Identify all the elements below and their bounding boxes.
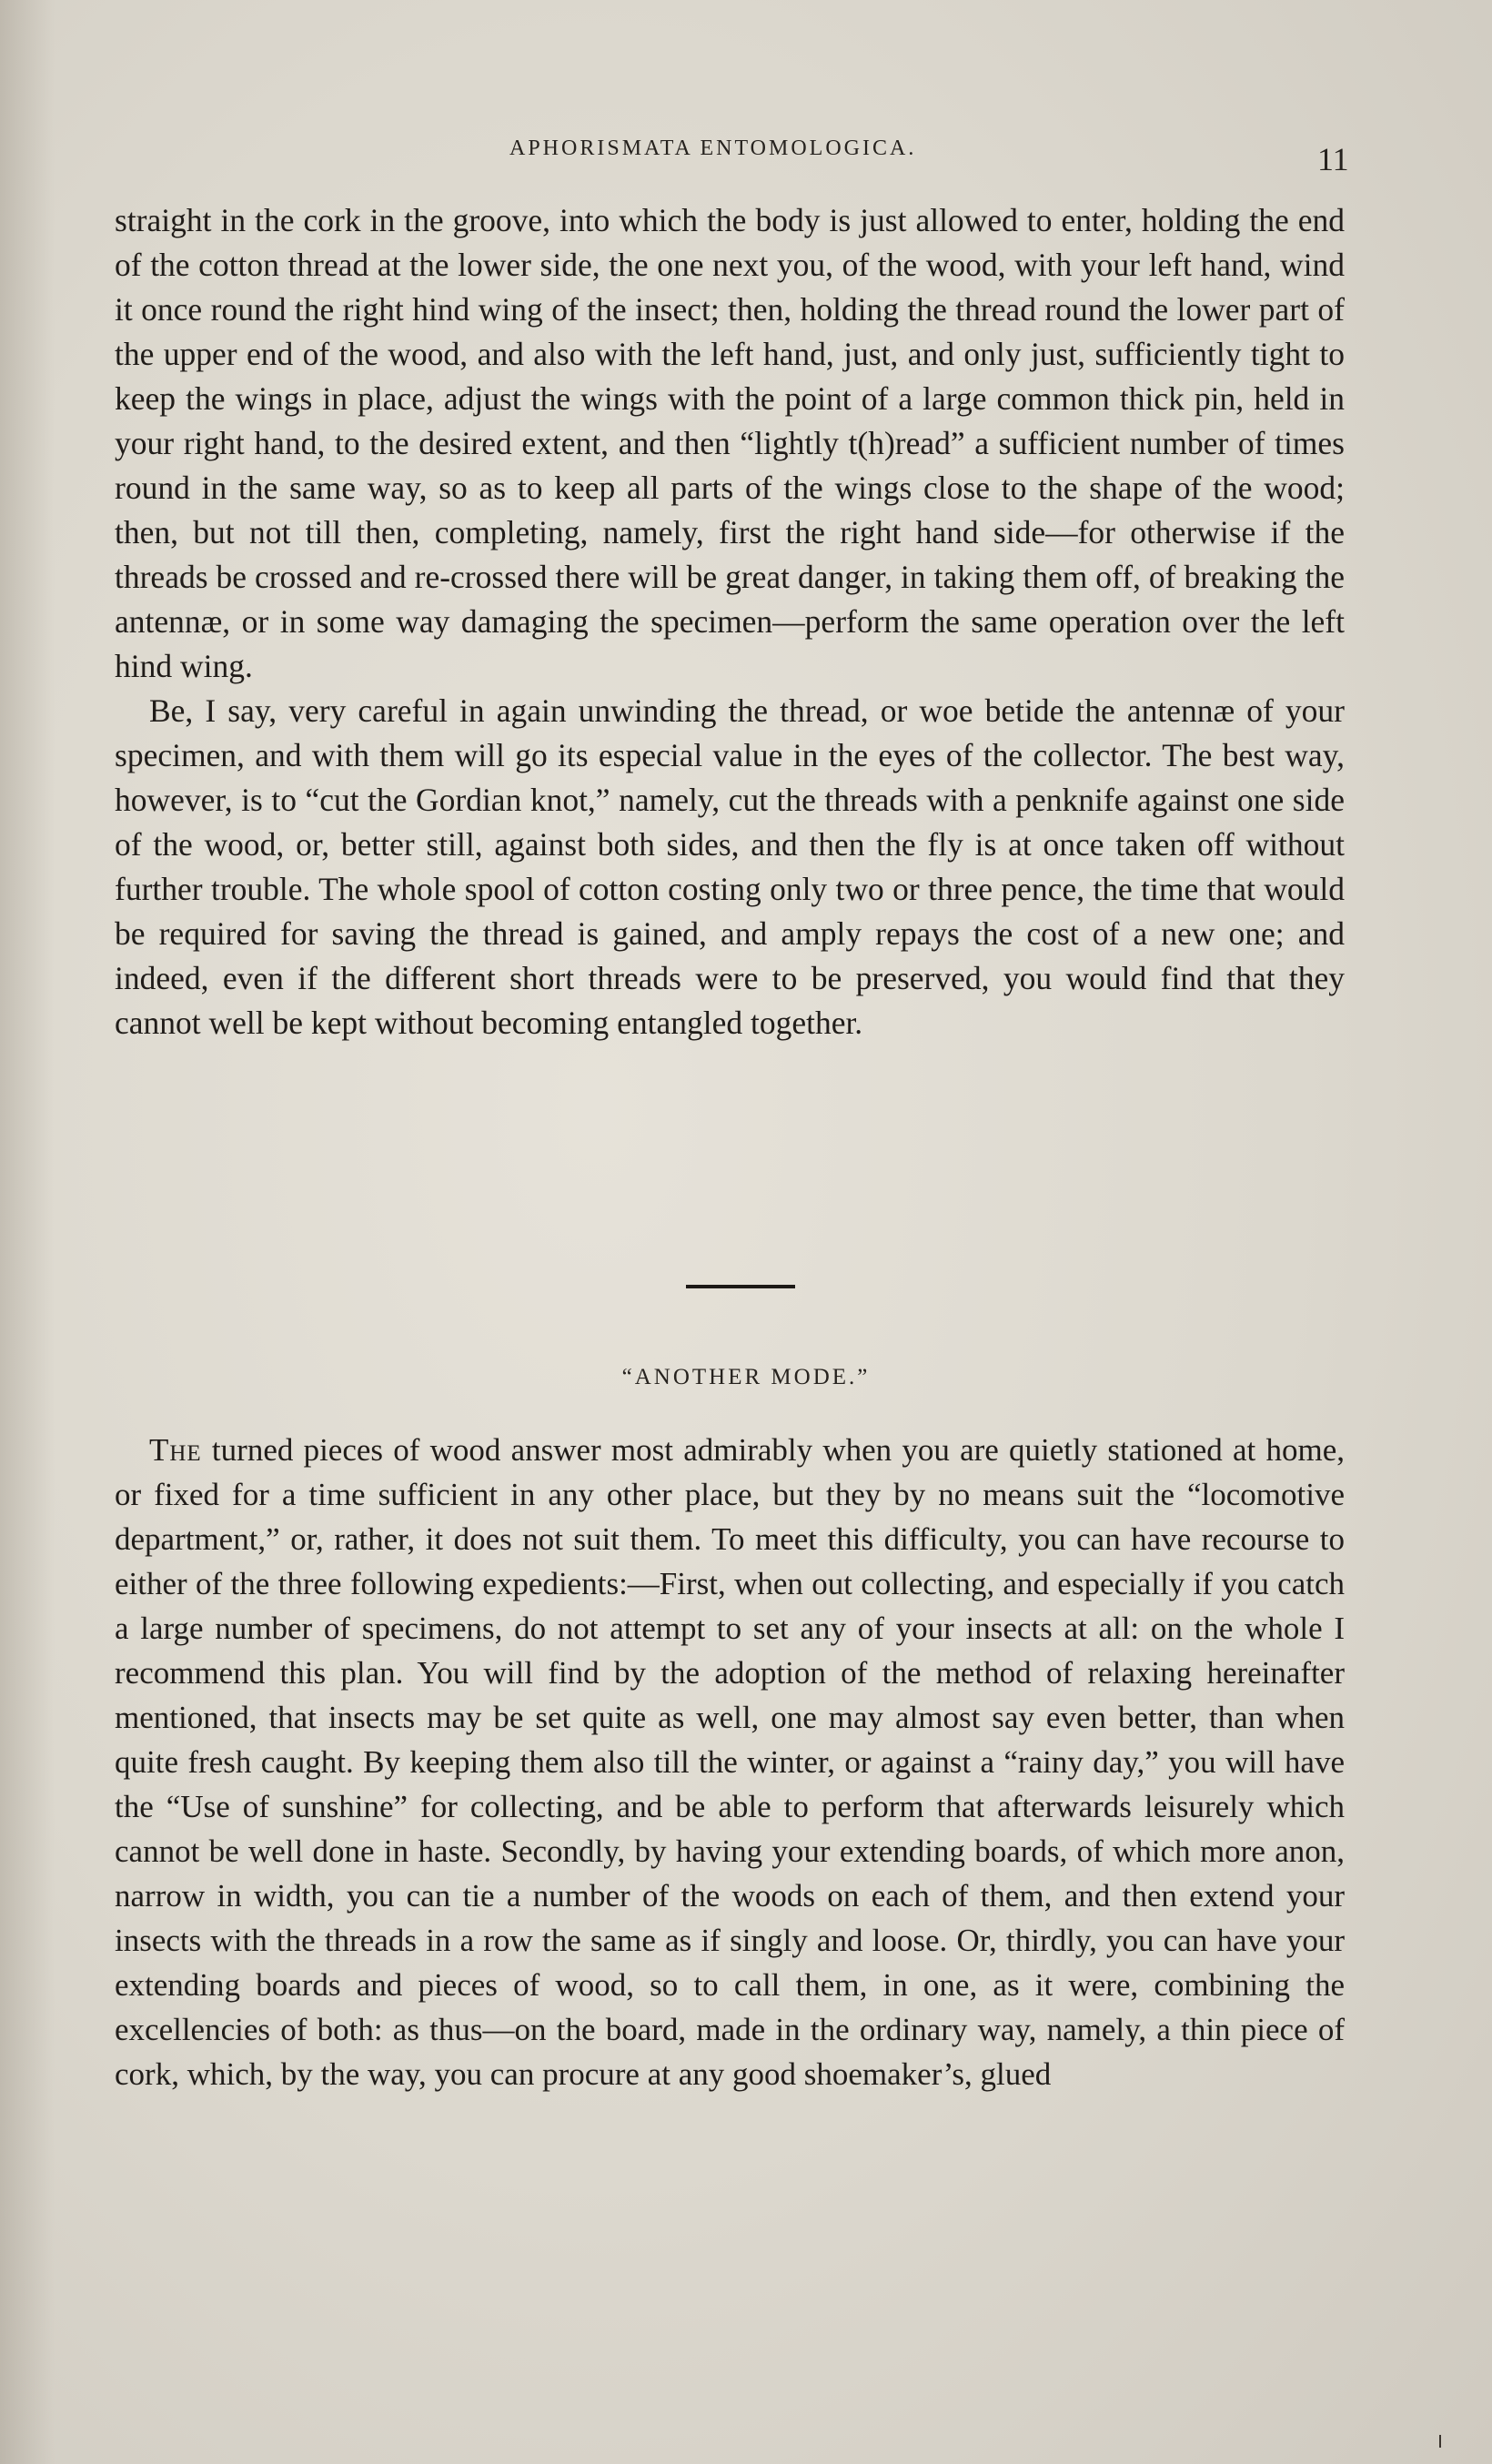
section-text-block <box>115 1428 1345 2096</box>
section-heading: “ANOTHER MODE.” <box>621 1365 871 1389</box>
section-paragraph <box>115 1428 1345 2096</box>
page-gutter-shadow <box>0 0 55 2464</box>
top-text-block <box>115 198 1345 1045</box>
section-body-text: turned pieces of wood answer most admirably when you are quietly stationed at home, or fixed for a time sufficient in any other place, but they by no means suit the “locomotive department,” or, rather, it does not suit them. To meet this difficulty, you can have recourse to either of the three following expedients:—First, when out collecting, and especially if you catch a large number of specimens, do not attempt to set any of your insects at all: on the whole I recommend this plan. You will find by the adoption of the method of relaxing hereinafter mentioned, that insects may be set quite as well, one may almost say even better, than when quite fresh caught. By keeping them also till the winter, or against a “rainy day,” you will have the “Use of sunshine” for collecting, and be able to perform that afterwards leisurely which cannot be well done in haste. Secondly, by having your extending boards, of which more anon, narrow in width, you can tie a number of the woods on each of them, and then extend your insects with the threads in a row the same as if singly and loose. Or, thirdly, you can have your extending boards and pieces of wood, so to call them, in one, as it were, combining the excellencies of both: as thus—on the board, made in the ordinary way, namely, a thin piece of cork, which, by the way, you can procure at any good shoemaker’s, glued <box>115 1432 1345 2092</box>
continued-paragraph: straight in the cork in the groove, into which the body is just allowed to enter, holding the end of the cotton thread at the lower side, the one next you, of the wood, with your left hand, wind it once round the right hind wing of the insect; then, holding the thread round the lower part of the upper end of the wood, and also with the left hand, just, and only just, sufficiently tight to keep the wings in place, adjust the wings with the point of a large common thick pin, held in your right hand, to the desired extent, and then “lightly t(h)read” a sufficient number of times round in the same way, so as to keep all parts of the wings close to the shape of the wood; then, but not till then, completing, namely, first the right hand side—for otherwise if the threads be crossed and re-crossed there will be great danger, in taking them off, of breaking the antennæ, or in some way damaging the specimen—perform the same operation over the left hind wing. <box>115 202 1345 684</box>
paragraph-be-careful: Be, I say, very careful in again unwinding the thread, or woe betide the antennæ of your specimen, and with them will go its especial value in the eyes of the collector. The best way, however, is to “cut the Gordian knot,” namely, cut the threads with a penknife against one side of the wood, or, better still, against both sides, and then the fly is at once taken off without further trouble. The whole spool of cotton costing only two or three pence, the time that would be required for saving the thread is gained, and amply repays the cost of a new one; and indeed, even if the different short threads were to be preserved, you would find that they cannot well be kept without becoming entangled together. <box>115 692 1345 1041</box>
running-title: APHORISMATA ENTOMOLOGICA. <box>509 136 917 160</box>
page-number: 11 <box>1317 141 1349 177</box>
section-lead-word: The <box>149 1432 202 1468</box>
section-divider-rule <box>686 1285 795 1288</box>
page-edge-mark <box>1439 2435 1441 2448</box>
